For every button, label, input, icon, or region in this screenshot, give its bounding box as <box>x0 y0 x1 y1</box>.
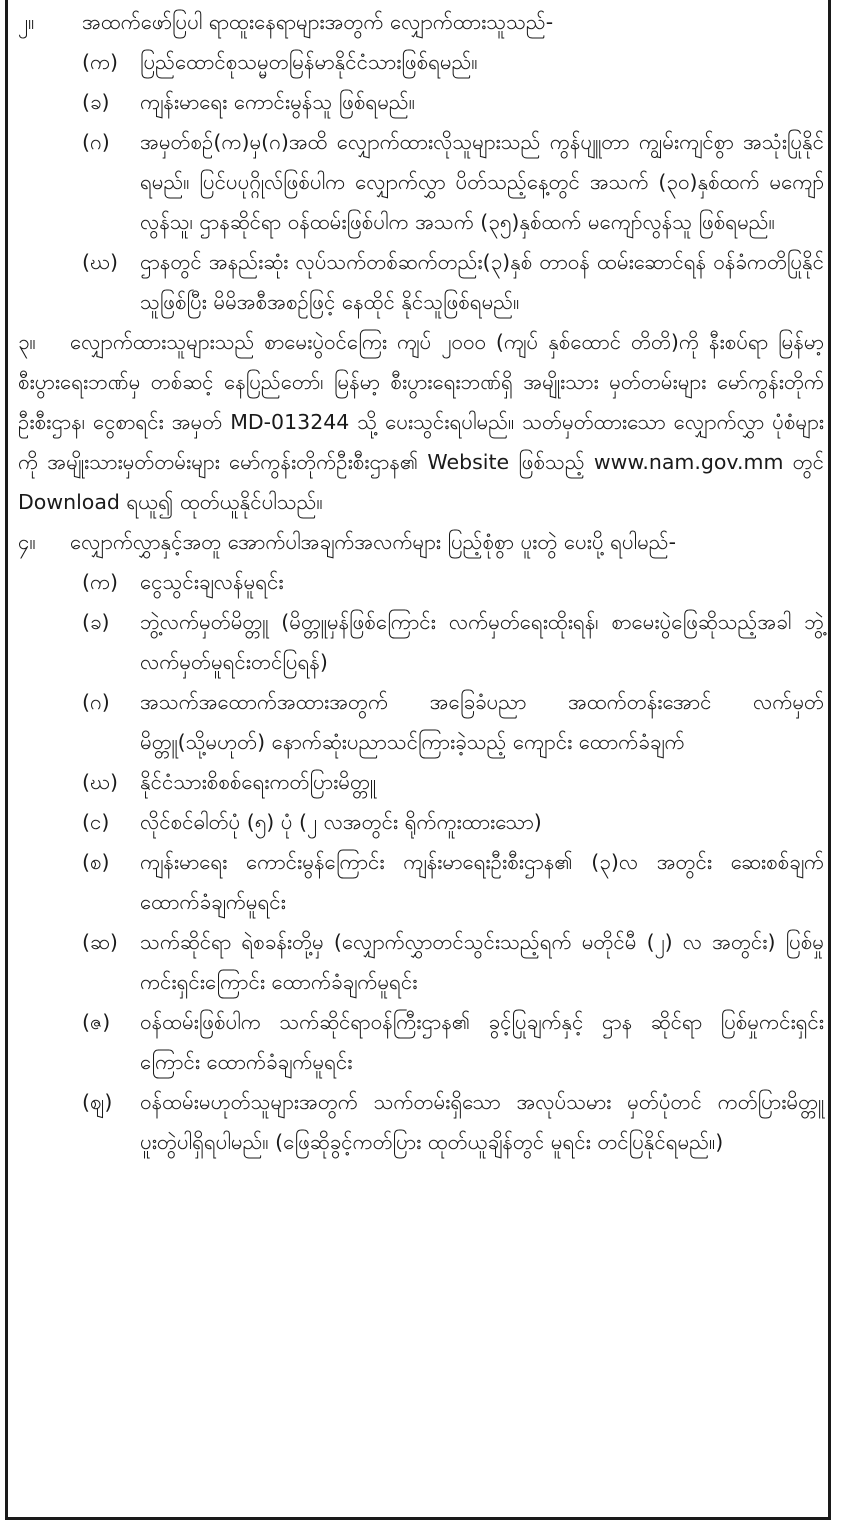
section-text: အထက်ဖော်ပြပါ ရာထူးနေရာများအတွက် လျှောက်ထားသူသည်- <box>82 10 554 34</box>
item-label: (ဆ) <box>82 930 118 954</box>
list-item <box>82 1002 824 1082</box>
item-text: လိုင်စင်ဓါတ်ပုံ (၅) ပုံ (၂ လအတွင်း ရိုက်ကူးထားသော) <box>140 810 542 834</box>
list-item <box>82 562 824 602</box>
section-text: လျှောက်လွှာနှင့်အတူ အောက်ပါအချက်အလက်များ ပြည့်စုံစွာ ပူးတွဲ ပေးပို့ ရပါမည်- <box>70 530 677 554</box>
list-item <box>82 242 824 322</box>
item-label: (ခ) <box>82 90 110 114</box>
section-number: ၂။ <box>18 10 35 34</box>
item-label: (ဈ) <box>82 1090 113 1114</box>
item-text: ဘွဲ့လက်မှတ်မိတ္တူ (မိတ္တူမှန်ဖြစ်ကြောင်း လက်မှတ်ရေးထိုးရန်၊ စာမေးပွဲဖြေဆိုသည့်အခါ ဘွဲ့လက်မှတ်မူရင်းတင်ပြရန်) <box>140 610 824 674</box>
section-4-paragraph <box>18 522 824 562</box>
item-text: ဝန်ထမ်းဖြစ်ပါက သက်ဆိုင်ရာဝန်ကြီးဌာန၏ ခွင့်ပြုချက်နှင့် ဌာန ဆိုင်ရာ ပြစ်မှုကင်းရှင်းကြောင်း ထောက်ခံချက်မူရင်း <box>140 1010 824 1074</box>
section-number: ၃။ <box>18 330 36 354</box>
list-item <box>82 842 824 922</box>
item-text: ဌာနတွင် အနည်းဆုံး လုပ်သက်တစ်ဆက်တည်း(၃)နှစ် တာဝန် ထမ်းဆောင်ရန် ဝန်ခံကတိပြုနိုင်သူဖြစ်ပြီး မိမိအစီအစဉ်ဖြင့် နေထိုင် နိုင်သူဖြစ်ရမည်။ <box>140 250 824 314</box>
item-text: သက်ဆိုင်ရာ ရဲစခန်းတို့မှ (လျှောက်လွှာတင်သွင်းသည့်ရက် မတိုင်မီ (၂) လ အတွင်း) ပြစ်မှုကင်းရှင်းကြောင်း ထောက်ခံချက်မူရင်း <box>140 930 824 994</box>
item-label: (က) <box>82 570 119 594</box>
document-body <box>18 2 824 1162</box>
item-label: (ဃ) <box>82 250 118 274</box>
item-text: နိုင်ငံသားစိစစ်ရေးကတ်ပြားမိတ္တူ <box>140 770 376 794</box>
list-item <box>82 42 824 82</box>
section-text: လျှောက်ထားသူများသည် စာမေးပွဲဝင်ကြေး ကျပ် ၂၀၀၀ (ကျပ် နှစ်ထောင် တိတိ)ကို နီးစပ်ရာ မြန်မာ့စီးပွားရေးဘဏ်မှ တစ်ဆင့် နေပြည်တော်၊ မြန်မာ့ စီးပွားရေးဘဏ်ရှိ အမျိုးသား မှတ်တမ်းများ မော်ကွန်းတိုက်ဦးစီးဌာန၊ ငွေစာရင်း အမှတ် MD-013244 သို့ ပေးသွင်းရပါမည်။ သတ်မှတ်ထားသော လျှောက်လွှာ ပုံစံများကို အမျိုးသားမှတ်တမ်းများ မော်ကွန်းတိုက်ဦးစီးဌာန၏ Website ဖြစ်သည့် www.nam.gov.mm တွင် Download ရယူ၍ ထုတ်ယူနိုင်ပါသည်။ <box>18 330 824 514</box>
item-text: ပြည်ထောင်စုသမ္မတမြန်မာနိုင်ငံသားဖြစ်ရမည်။ <box>140 50 478 74</box>
item-text: ငွေသွင်းချလန်မူရင်း <box>140 570 284 594</box>
item-label: (ဂ) <box>82 690 110 714</box>
list-item <box>82 82 824 122</box>
item-label: (က) <box>82 50 119 74</box>
list-item <box>82 602 824 682</box>
item-text: အမှတ်စဉ်(က)မှ(ဂ)အထိ လျှောက်ထားလိုသူများသည် ကွန်ပျူတာ ကျွမ်းကျင်စွာ အသုံးပြုနိုင်ရမည်။ ပြင်ပပုဂ္ဂိုလ်ဖြစ်ပါက လျှောက်လွှာ ပိတ်သည့်နေ့တွင် အသက် (၃၀)နှစ်ထက် မကျော်လွန်သူ၊ ဌာနဆိုင်ရာ ဝန်ထမ်းဖြစ်ပါက အသက် (၃၅)နှစ်ထက် မကျော်လွန်သူ ဖြစ်ရမည်။ <box>140 130 824 234</box>
item-text: အသက်အထောက်အထားအတွက် အခြေခံပညာ အထက်တန်းအောင် လက်မှတ် မိတ္တူ(သို့မဟုတ်) နောက်ဆုံးပညာသင်ကြားခဲ့သည့် ကျောင်း ထောက်ခံချက် <box>140 690 824 754</box>
section-3-paragraph <box>18 322 824 522</box>
item-label: (ခ) <box>82 610 110 634</box>
list-item <box>82 682 824 762</box>
list-item <box>82 762 824 802</box>
list-item <box>82 922 824 1002</box>
list-item <box>82 122 824 242</box>
item-label: (ဇ) <box>82 1010 111 1034</box>
item-label: (ဃ) <box>82 770 118 794</box>
item-label: (င) <box>82 810 110 834</box>
item-label: (စ) <box>82 850 110 874</box>
item-text: ကျန်းမာရေး ကောင်းမွန်သူ ဖြစ်ရမည်။ <box>140 90 415 114</box>
item-label: (ဂ) <box>82 130 110 154</box>
item-text: ကျန်းမာရေး ကောင်းမွန်ကြောင်း ကျန်းမာရေးဦးစီးဌာန၏ (၃)လ အတွင်း ဆေးစစ်ချက် ထောက်ခံချက်မူရင်း <box>140 850 824 914</box>
item-text: ဝန်ထမ်းမဟုတ်သူများအတွက် သက်တမ်းရှိသော အလုပ်သမား မှတ်ပုံတင် ကတ်ပြားမိတ္တူ ပူးတွဲပါရှိရပါမည်။ (ဖြေဆိုခွင့်ကတ်ပြား ထုတ်ယူချိန်တွင် မူရင်း တင်ပြနိုင်ရမည်။) <box>140 1090 824 1154</box>
section-number: ၄။ <box>18 530 36 554</box>
list-item <box>82 1082 824 1162</box>
section-2-heading <box>18 2 824 42</box>
list-item <box>82 802 824 842</box>
